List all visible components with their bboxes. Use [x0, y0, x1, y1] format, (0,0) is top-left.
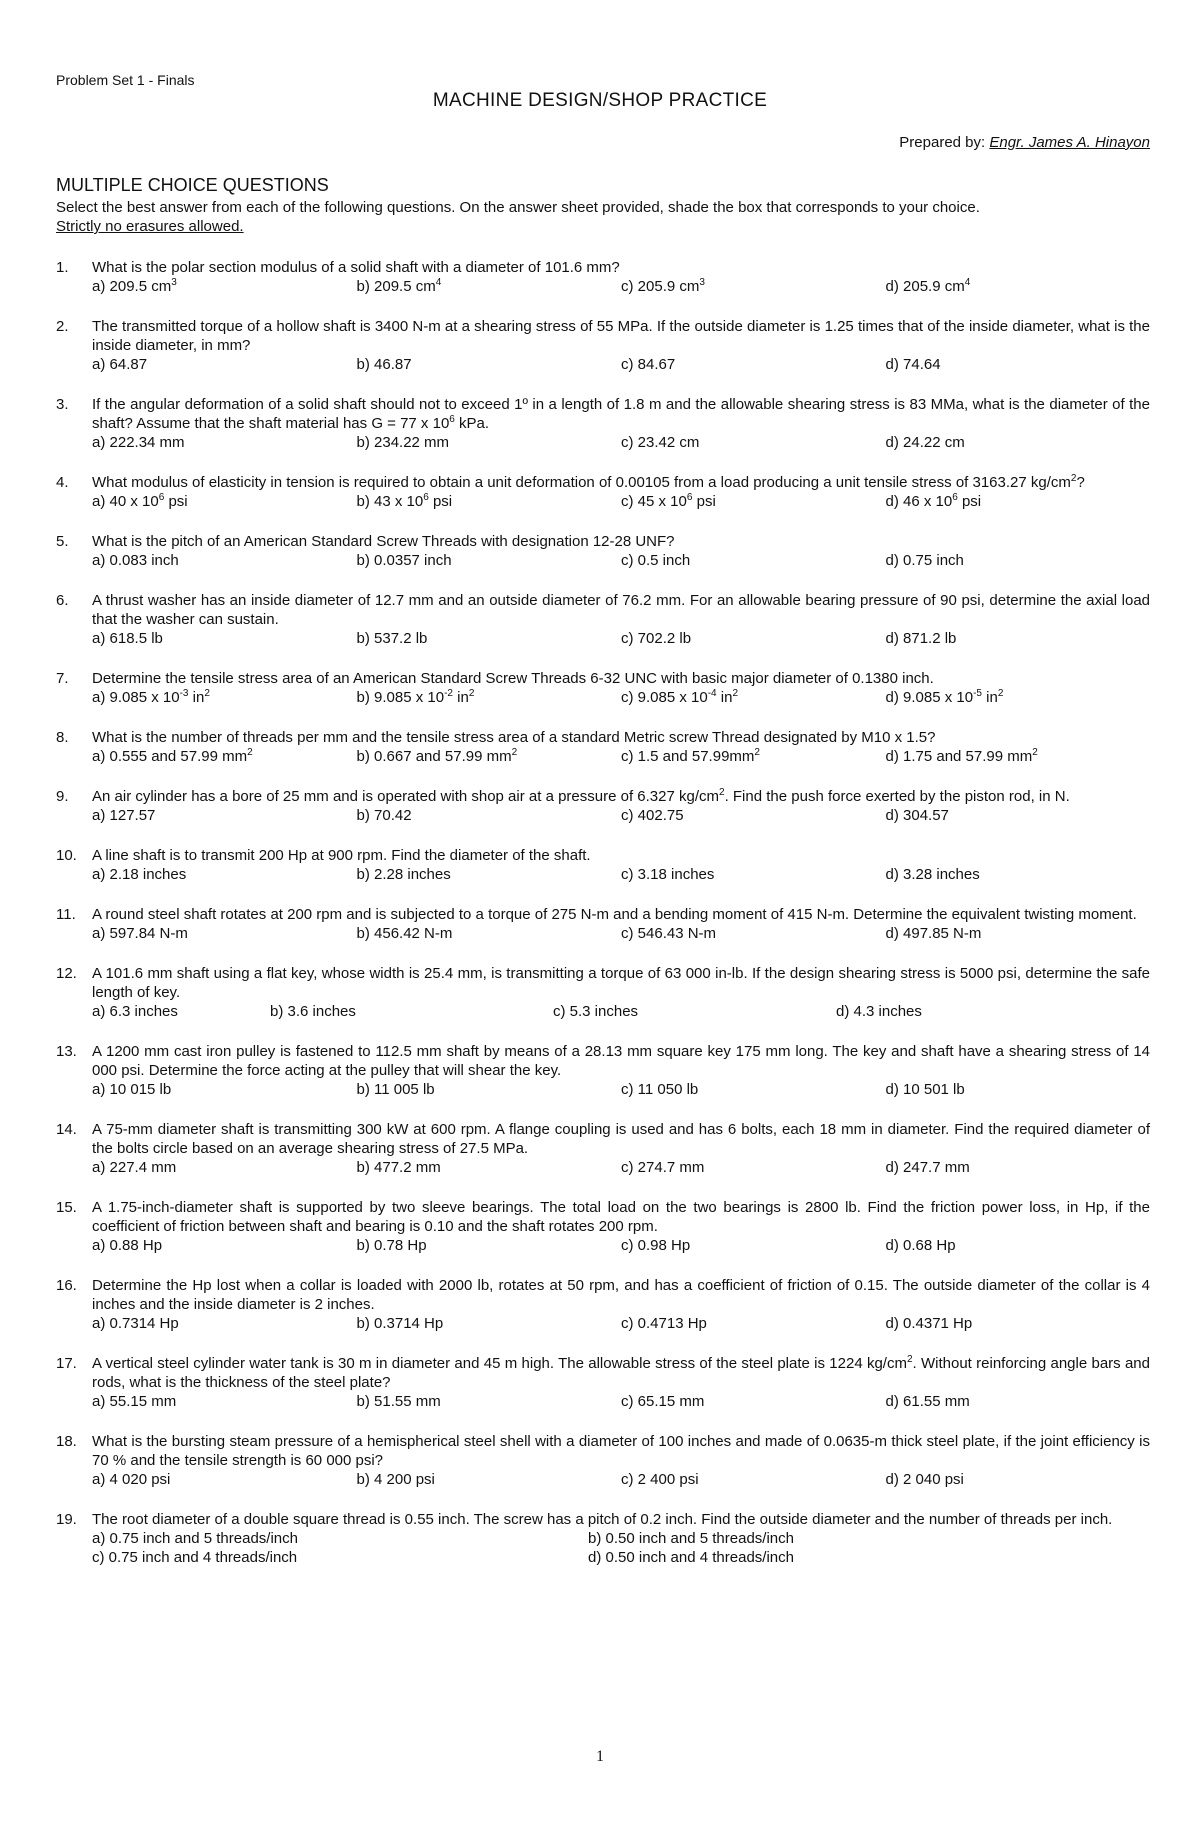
answer-choice: b) 234.22 mm	[356, 434, 450, 451]
answer-choice: b) 70.42	[356, 807, 412, 824]
answer-choice: d) 497.85 N-m	[885, 925, 982, 942]
question-text: A 75-mm diameter shaft is transmitting 300 kW at 600 rpm. A flange coupling is used and has 6 bolts, each 18 mm in diameter. Find the required diameter of the bolts circle based on an average shearing stress of 27.5 MPa.	[92, 1121, 1150, 1157]
question-text: If the angular deformation of a solid shaft should not to exceed 1º in a length of 1.8 m and the allowable shearing stress is 83 MMa, what is the diameter of the shaft? Assume that the shaft material has G = 77 x $10^6$ kPa.	[92, 396, 1150, 432]
answer-choice: d) 247.7 mm	[885, 1159, 970, 1176]
answer-choice: b) 0.3714 Hp	[356, 1315, 444, 1332]
answer-choice: d) 61.55 mm	[885, 1393, 970, 1410]
answer-choice: a) 64.87	[92, 356, 148, 373]
answer-choice: c) 274.7 mm	[621, 1159, 705, 1176]
prepared-by	[899, 134, 1150, 151]
question-item	[56, 1510, 1150, 1567]
answer-choices	[56, 1529, 1150, 1567]
answer-choice: c) 65.15 mm	[621, 1393, 705, 1410]
question-item	[56, 787, 1150, 825]
question-number: 4.	[56, 474, 69, 491]
question-text: An air cylinder has a bore of 25 mm and is operated with shop air at a pressure of 6.327 $kg/cm^2$. Find the push force exerted by the piston rod, in N.	[92, 787, 1070, 805]
answer-choice: c) 2 400 psi	[621, 1471, 699, 1488]
question-number: 8.	[56, 729, 69, 746]
answer-choices	[92, 433, 1150, 452]
question-item	[56, 728, 1150, 766]
question-item	[56, 1276, 1150, 1333]
answer-choice: a) 9.085 x $10^{-3}$ $in^2$	[92, 688, 210, 706]
answer-choice: a) 4 020 psi	[92, 1471, 171, 1488]
question-text: Determine the Hp lost when a collar is loaded with 2000 lb, rotates at 50 rpm, and has a coefficient of friction of 0.15. The outside diameter of the collar is 4 inches and the inside diameter is 2 inches.	[92, 1277, 1150, 1313]
answer-choice: d) 3.28 inches	[885, 866, 980, 883]
answer-choice: c) 546.43 N-m	[621, 925, 717, 942]
answer-choice: d) 9.085 x $10^{-5}$ $in^2$	[885, 688, 1004, 706]
question-item	[56, 964, 1150, 1021]
answer-choice: a) 597.84 N-m	[92, 925, 188, 942]
answer-choices	[92, 1002, 1150, 1021]
answer-choice: d) 0.75 inch	[885, 552, 964, 569]
answer-choice: b) 537.2 lb	[356, 630, 428, 647]
answer-choice: a) 6.3 inches	[92, 1003, 178, 1020]
question-item	[56, 1120, 1150, 1177]
prepared-by-label: Prepared by:	[899, 134, 990, 151]
answer-choice: c) 9.085 x $10^{-4}$ $in^2$	[621, 688, 739, 706]
answer-choice: d) 205.9 $cm^4$	[885, 277, 971, 295]
answer-choice: c) 3.18 inches	[621, 866, 715, 883]
answer-choice: c) 0.4713 Hp	[621, 1315, 707, 1332]
answer-choice: d) 304.57	[885, 807, 949, 824]
erasure-rule: Strictly no erasures allowed.	[56, 218, 244, 235]
answer-choices	[92, 688, 1150, 707]
answer-choice: d) 0.68 Hp	[885, 1237, 956, 1254]
answer-choices	[92, 629, 1150, 648]
answer-choices	[92, 747, 1150, 766]
question-number: 16.	[56, 1277, 77, 1294]
answer-choice: a) 618.5 lb	[92, 630, 163, 647]
question-item	[56, 1354, 1150, 1411]
question-item	[56, 1432, 1150, 1489]
question-text: What is the polar section modulus of a solid shaft with a diameter of 101.6 mm?	[92, 259, 620, 276]
answer-choice: c) 11 050 lb	[621, 1081, 699, 1098]
answer-choice: c) 5.3 inches	[553, 1003, 639, 1020]
answer-choices	[92, 277, 1150, 296]
answer-choices	[92, 355, 1150, 374]
question-text: What is the bursting steam pressure of a hemispherical steel shell with a diameter of 100 inches and made of 0.0635-m thick steel plate, if the joint efficiency is 70 % and the tensile strength is 60 000 psi?	[92, 1433, 1150, 1469]
answer-choices	[92, 1470, 1150, 1489]
instructions	[56, 198, 1150, 236]
problem-set-label: Problem Set 1 - Finals	[56, 72, 195, 88]
question-number: 11.	[56, 906, 76, 923]
answer-choice: c) 0.98 Hp	[621, 1237, 691, 1254]
question-item	[56, 905, 1150, 943]
question-text: What is the pitch of an American Standard Screw Threads with designation 12-28 UNF?	[92, 533, 675, 550]
answer-choices	[92, 1314, 1150, 1333]
answer-choice: c) 84.67	[621, 356, 676, 373]
answer-choice: d) 4.3 inches	[836, 1003, 922, 1020]
answer-choice: b) 43 x $10^6$ psi	[356, 492, 453, 510]
question-text: The transmitted torque of a hollow shaft is 3400 N-m at a shearing stress of 55 MPa. If the outside diameter is 1.25 times that of the inside diameter, what is the inside diameter, in mm?	[92, 318, 1150, 354]
answer-choice: d) 0.4371 Hp	[885, 1315, 973, 1332]
answer-choice: a) 40 x $10^6$ psi	[92, 492, 188, 510]
question-text: What is the number of threads per mm and the tensile stress area of a standard Metric screw Thread designated by M10 x 1.5?	[92, 729, 936, 746]
instructions-text: Select the best answer from each of the following questions. On the answer sheet provided, shade the box that corresponds to your choice.	[56, 199, 980, 216]
question-text: A thrust washer has an inside diameter of 12.7 mm and an outside diameter of 76.2 mm. For an allowable bearing pressure of 90 psi, determine the axial load that the washer can sustain.	[92, 592, 1150, 628]
question-text: The root diameter of a double square thread is 0.55 inch. The screw has a pitch of 0.2 inch. Find the outside diameter and the number of threads per inch.	[92, 1511, 1113, 1528]
answer-choice: a) 227.4 mm	[92, 1159, 177, 1176]
question-item	[56, 258, 1150, 296]
answer-choice: c) 23.42 cm	[621, 434, 700, 451]
answer-choices	[92, 551, 1150, 570]
question-number: 5.	[56, 533, 69, 550]
answer-choice: b) 477.2 mm	[356, 1159, 441, 1176]
answer-choice: d) 0.50 inch and 4 threads/inch	[588, 1549, 794, 1566]
answer-choice: c) 45 x $10^6$ psi	[621, 492, 716, 510]
answer-choice: d) 871.2 lb	[885, 630, 957, 647]
answer-choice: c) 402.75	[621, 807, 684, 824]
question-text: A 1.75-inch-diameter shaft is supported by two sleeve bearings. The total load on the two bearings is 2800 lb. Find the friction power loss, in Hp, if the coefficient of friction between shaft and bearing is 0.10 and the shaft rotates 200 rpm.	[92, 1199, 1150, 1235]
answer-choice: b) 0.50 inch and 5 threads/inch	[588, 1530, 794, 1547]
question-item	[56, 395, 1150, 452]
page-number: 1	[596, 1748, 604, 1765]
question-number: 1.	[56, 259, 69, 276]
answer-choice: d) 24.22 cm	[885, 434, 965, 451]
question-text: Determine the tensile stress area of an American Standard Screw Threads 6-32 UNC with basic major diameter of 0.1380 inch.	[92, 670, 934, 687]
answer-choice: a) 0.7314 Hp	[92, 1315, 179, 1332]
answer-choice: b) 2.28 inches	[356, 866, 451, 883]
answer-choices	[92, 1392, 1150, 1411]
question-number: 17.	[56, 1355, 77, 1372]
question-number: 7.	[56, 670, 69, 687]
answer-choice: d) 74.64	[885, 356, 941, 373]
question-number: 3.	[56, 396, 69, 413]
question-item	[56, 669, 1150, 707]
answer-choice: a) 0.083 inch	[92, 552, 179, 569]
question-number: 14.	[56, 1121, 77, 1138]
answer-choice: c) 0.75 inch and 4 threads/inch	[92, 1549, 298, 1566]
answer-choice: a) 127.57	[92, 807, 156, 824]
answer-choice: c) 1.5 and $57.99mm^2$	[621, 747, 760, 765]
answer-choice: b) 0.667 and 57.99 $mm^2$	[356, 747, 518, 765]
answer-choice: a) 0.75 inch and 5 threads/inch	[92, 1530, 298, 1547]
question-list	[56, 258, 1150, 1588]
document-title: MACHINE DESIGN/SHOP PRACTICE	[432, 90, 768, 111]
answer-choices	[92, 1236, 1150, 1255]
question-number: 18.	[56, 1433, 77, 1450]
answer-choice: c) 205.9 $cm^3$	[621, 277, 705, 295]
answer-choices	[92, 492, 1150, 511]
question-number: 2.	[56, 318, 69, 335]
answer-choices	[92, 1158, 1150, 1177]
answer-choices	[92, 924, 1150, 943]
answer-choice: b) 456.42 N-m	[356, 925, 453, 942]
answer-choices	[92, 806, 1150, 825]
answer-choice: b) 51.55 mm	[356, 1393, 441, 1410]
question-number: 12.	[56, 965, 77, 982]
answer-choice: b) 9.085 x $10^{-2}$ $in^2$	[356, 688, 475, 706]
author-name: Engr. James A. Hinayon	[989, 134, 1150, 151]
answer-choice: b) 4 200 psi	[356, 1471, 435, 1488]
answer-choice: c) 0.5 inch	[621, 552, 691, 569]
answer-choice: b) 0.78 Hp	[356, 1237, 427, 1254]
answer-choice: a) 55.15 mm	[92, 1393, 177, 1410]
answer-choice: a) 0.88 Hp	[92, 1237, 163, 1254]
question-item	[56, 846, 1150, 884]
question-text: A 101.6 mm shaft using a flat key, whose width is 25.4 mm, is transmitting a torque of 63 000 in-lb. If the design shearing stress is 5000 psi, determine the safe length of key.	[92, 965, 1150, 1001]
question-number: 9.	[56, 788, 69, 805]
answer-choice: b) 3.6 inches	[270, 1003, 356, 1020]
question-number: 15.	[56, 1199, 77, 1216]
question-number: 13.	[56, 1043, 77, 1060]
question-item	[56, 1198, 1150, 1255]
answer-choice: a) 10 015 lb	[92, 1081, 172, 1098]
question-text: What modulus of elasticity in tension is required to obtain a unit deformation of 0.00105 from a load producing a unit tensile stress of 3163.27 $kg/cm^2$?	[92, 473, 1085, 491]
question-item	[56, 473, 1150, 511]
question-text: A line shaft is to transmit 200 Hp at 900 rpm. Find the diameter of the shaft.	[92, 847, 591, 864]
question-number: 6.	[56, 592, 69, 609]
answer-choices	[92, 865, 1150, 884]
answer-choices	[92, 1080, 1150, 1099]
answer-choice: b) 11 005 lb	[356, 1081, 435, 1098]
question-item	[56, 317, 1150, 374]
question-number: 19.	[56, 1511, 77, 1528]
answer-choice: a) 209.5 $cm^3$	[92, 277, 177, 295]
answer-choice: c) 702.2 lb	[621, 630, 692, 647]
answer-choice: d) 10 501 lb	[885, 1081, 965, 1098]
answer-choice: b) 46.87	[356, 356, 412, 373]
answer-choice: a) 0.555 and 57.99 $mm^2$	[92, 747, 253, 765]
answer-choice: b) 209.5 $cm^4$	[356, 277, 442, 295]
answer-choice: d) 46 x $10^6$ psi	[885, 492, 982, 510]
question-item	[56, 532, 1150, 570]
answer-choice: d) 1.75 and 57.99 $mm^2$	[885, 747, 1038, 765]
question-text: A 1200 mm cast iron pulley is fastened to 112.5 mm shaft by means of a 28.13 mm square key 175 mm long. The key and shaft have a shearing stress of 14 000 psi. Determine the force acting at the pulley that will shear the key.	[92, 1043, 1150, 1079]
section-heading: MULTIPLE CHOICE QUESTIONS	[56, 175, 329, 195]
question-number: 10.	[56, 847, 77, 864]
answer-choice: a) 222.34 mm	[92, 434, 185, 451]
question-item	[56, 1042, 1150, 1099]
answer-choice: a) 2.18 inches	[92, 866, 187, 883]
question-item	[56, 591, 1150, 648]
question-text: A round steel shaft rotates at 200 rpm and is subjected to a torque of 275 N-m and a bending moment of 415 N-m. Determine the equivalent twisting moment.	[92, 906, 1137, 923]
answer-choice: d) 2 040 psi	[885, 1471, 964, 1488]
answer-choice: b) 0.0357 inch	[356, 552, 452, 569]
question-text: A vertical steel cylinder water tank is 30 m in diameter and 45 m high. The allowable stress of the steel plate is 1224 $kg/cm^2$. Without reinforcing angle bars and rods, what is the thickness of the steel plate?	[92, 1354, 1150, 1391]
